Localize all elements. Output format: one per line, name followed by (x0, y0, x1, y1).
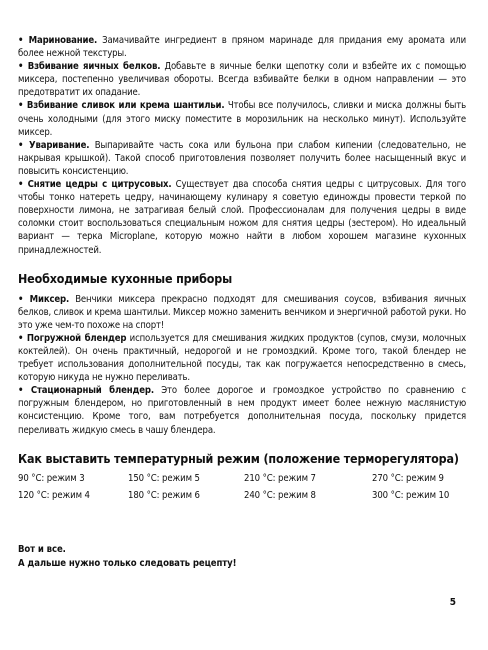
text-stand-blender: Это более дорогое и громоздкое устройство по сравнению с погружным блендером, но приготовленный в нем продукт имеет более нежную маслянистую консистенцию. Кроме того, вам потребуется дополнительная посуда, поскольку придется переливать жидкую смесь в чашу блендера. (18, 385, 466, 436)
text-reducing: Выпаривайте часть сока или бульона при слабом кипении (следовательно, не накрывая крышкой). Такой способ приготовления позволяет получить более насыщенный вкус и повысить консистенцию. (18, 139, 466, 177)
temperature-cell: 210 °C: режим 7 (244, 472, 316, 484)
temperature-cell: 90 °C: режим 3 (18, 472, 85, 484)
list-item-mixer (18, 293, 466, 332)
text-immersion-blender: используется для смешивания жидких продуктов (супов, смузи, молочных коктейлей). Он очень практичный, недорогой и не громоздкий. Кроме того, такой блендер не требует использования дополнительной посуды, так как погружается непосредственно в смесь, которую никуда не нужно переливать. (18, 332, 466, 384)
list-item-stand-blender (18, 384, 466, 436)
temperature-table (18, 473, 466, 502)
page-content (18, 34, 466, 571)
list-item-reducing (18, 139, 466, 178)
text-marinating: Замачивайте ингредиент в пряном маринаде для придания ему аромата или более нежной текстуры. (18, 35, 466, 60)
term-whipping-cream: • Взбивание сливок или крема шантильи. (18, 100, 225, 112)
temperature-cell: 120 °C: режим 4 (18, 489, 90, 501)
term-zesting: • Снятие цедры с цитрусовых. (18, 179, 172, 191)
tools-heading: Необходимые кухонные приборы (18, 270, 233, 286)
term-immersion-blender: • Погружной блендер (18, 332, 127, 344)
temperature-cell: 150 °C: режим 5 (128, 472, 200, 484)
text-mixer: Венчики миксера прекрасно подходят для смешивания соусов, взбивания яичных белков, сливок и крема шантильи. Миксер можно заменить венчиком и энергичной работой руки. Но это уже чем-то похоже на спорт! (18, 293, 467, 331)
temperature-cell: 180 °C: режим 6 (128, 489, 200, 501)
list-item-immersion-blender (18, 332, 466, 384)
list-item-whipping-whites (18, 60, 466, 99)
temperature-cell: 300 °C: режим 10 (372, 489, 450, 501)
text-whipping-cream: Чтобы все получилось, сливки и миска должны быть очень холодными (для этого миску поместите в морозильник на несколько минут). Используйте миксер. (18, 100, 466, 138)
text-zesting: Существует два способа снятия цедры с цитрусовых. Для того чтобы тонко натереть цедру, начинающему кулинару я советую единожды провести теркой по поверхности лимона, не затрагивая белый слой. Профессионалам для получения цедры в виде соломки стоит воспользоваться специальным ножом для снятия цедры (зестером). Но идеальный вариант — терка Microplane, которую можно найти в любом хорошем магазине кухонных принадлежностей. (18, 179, 466, 256)
closing-line-1: Вот и все. (18, 543, 66, 555)
term-mixer: • Миксер. (18, 293, 70, 305)
term-whipping-whites: • Взбивание яичных белков. (18, 61, 161, 73)
temperature-cell: 240 °C: режим 8 (244, 489, 316, 501)
list-item-whipping-cream (18, 99, 466, 138)
text-whipping-whites: Добавьте в яичные белки щепотку соли и взбейте их с помощью миксера, постепенно увеличивая обороты. Всегда взбивайте белки в одном направлении — это предотвратит их опадание. (18, 61, 466, 99)
term-stand-blender: • Стационарный блендер. (18, 385, 154, 397)
temperature-heading: Как выставить температурный режим (положение терморегулятора) (18, 450, 459, 466)
closing-line-2: А дальше нужно только следовать рецепту! (18, 557, 237, 569)
tools-list (18, 293, 466, 437)
temperature-cell: 270 °C: режим 9 (372, 472, 444, 484)
page-number: 5 (449, 597, 456, 608)
term-marinating: • Маринование. (18, 35, 98, 46)
list-item-zesting (18, 178, 466, 257)
list-item-marinating (18, 34, 466, 60)
term-reducing: • Уваривание. (18, 139, 90, 151)
techniques-list (18, 34, 466, 257)
